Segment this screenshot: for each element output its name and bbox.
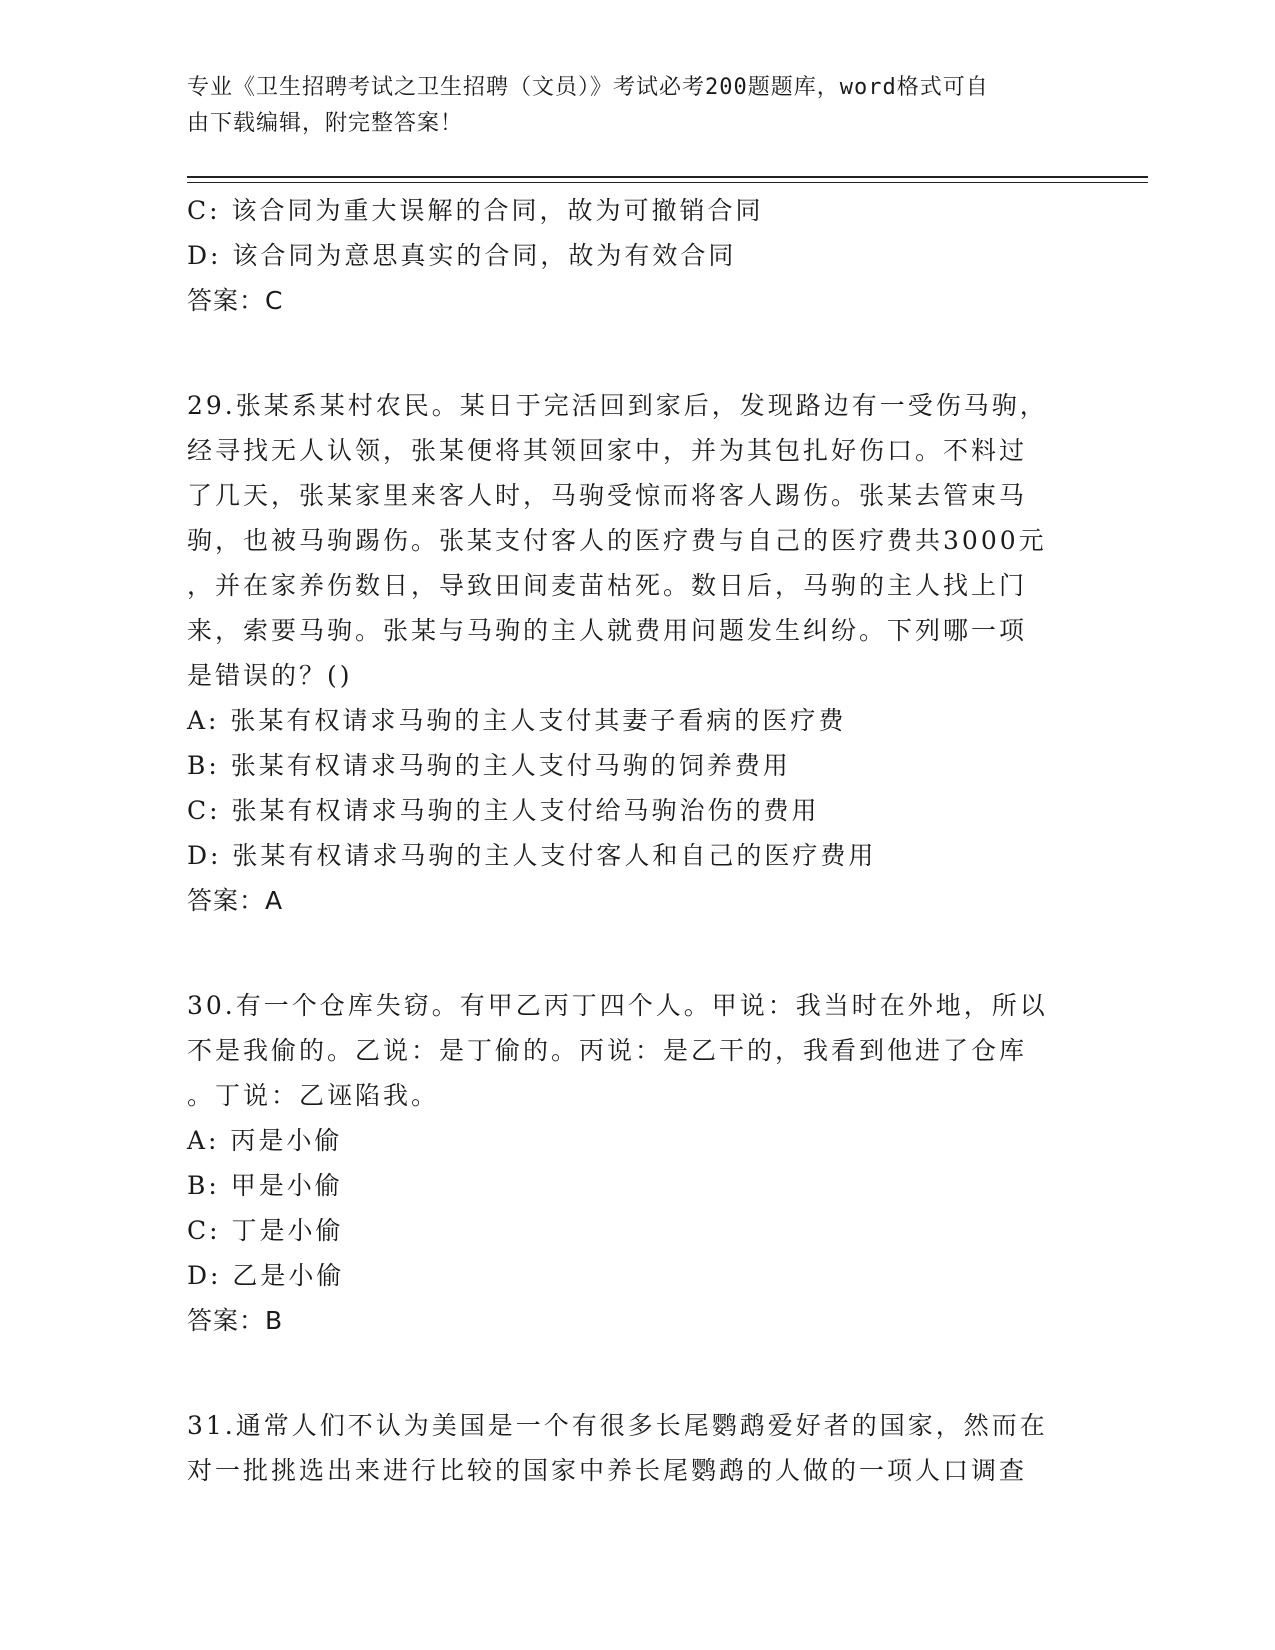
question-29-stem-line: ，并在家养伤数日，导致田间麦苗枯死。数日后，马驹的主人找上门 — [187, 571, 1028, 600]
question-31 — [187, 1403, 1062, 1493]
question-29-option-a: A: 张某有权请求马驹的主人支付其妻子看病的医疗费 — [187, 706, 847, 735]
document-body — [187, 188, 1062, 1493]
question-30-answer: 答案：B — [187, 1306, 284, 1335]
header-title-line-1: 专业《卫生招聘考试之卫生招聘（文员）》考试必考200题题库，word格式可自 — [187, 75, 989, 100]
document-header — [187, 70, 1067, 142]
question-29-answer: 答案：A — [187, 886, 284, 915]
question-29-stem-line: 来，索要马驹。张某与马驹的主人就费用问题发生纠纷。下列哪一项 — [187, 616, 1028, 645]
question-29-stem-line: 了几天，张某家里来客人时，马驹受惊而将客人踢伤。张某去管束马 — [187, 481, 1028, 510]
question-29 — [187, 383, 1062, 923]
question-29-stem-line: 29.张某系某村农民。某日于完活回到家后，发现路边有一受伤马驹， — [187, 391, 1048, 420]
question-31-stem-line: 对一批挑选出来进行比较的国家中养长尾鹦鹉的人做的一项人口调查 — [187, 1456, 1028, 1485]
question-30-option-d: D: 乙是小偷 — [187, 1261, 345, 1290]
header-divider-thin — [187, 182, 1148, 183]
question-30-stem-line: 30.有一个仓库失窃。有甲乙丙丁四个人。甲说：我当时在外地，所以 — [187, 991, 1048, 1020]
question-31-stem-line: 31.通常人们不认为美国是一个有很多长尾鹦鹉爱好者的国家，然而在 — [187, 1411, 1048, 1440]
question-28-answer: 答案：C — [187, 286, 284, 315]
question-29-option-c: C: 张某有权请求马驹的主人支付给马驹治伤的费用 — [187, 796, 820, 825]
question-30-option-c: C: 丁是小偷 — [187, 1216, 344, 1245]
question-30-stem-line: 。丁说：乙诬陷我。 — [187, 1081, 440, 1110]
question-28-tail — [187, 188, 1062, 323]
question-29-stem-line: 是错误的？() — [187, 661, 353, 690]
question-29-option-d: D: 张某有权请求马驹的主人支付客人和自己的医疗费用 — [187, 841, 877, 870]
question-28-option-d: D: 该合同为意思真实的合同，故为有效合同 — [187, 241, 737, 270]
question-29-stem-line: 驹，也被马驹踢伤。张某支付客人的医疗费与自己的医疗费共3000元 — [187, 526, 1047, 555]
question-30-option-b: B: 甲是小偷 — [187, 1171, 343, 1200]
question-30-option-a: A: 丙是小偷 — [187, 1126, 343, 1155]
header-divider-thick — [187, 176, 1148, 178]
question-30-stem-line: 不是我偷的。乙说：是丁偷的。丙说：是乙干的，我看到他进了仓库 — [187, 1036, 1028, 1065]
question-29-stem-line: 经寻找无人认领，张某便将其领回家中，并为其包扎好伤口。不料过 — [187, 436, 1028, 465]
question-29-option-b: B: 张某有权请求马驹的主人支付马驹的饲养费用 — [187, 751, 791, 780]
question-30 — [187, 983, 1062, 1343]
header-title-line-2: 由下载编辑，附完整答案！ — [187, 111, 464, 136]
question-28-option-c: C: 该合同为重大误解的合同，故为可撤销合同 — [187, 196, 764, 225]
